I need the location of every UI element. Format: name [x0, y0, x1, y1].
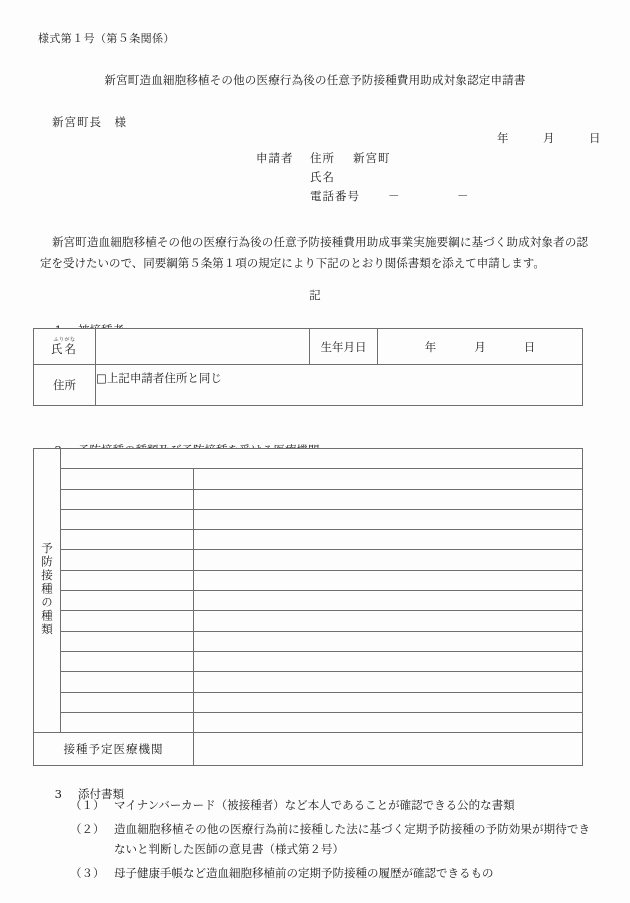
birth-month-label: 月: [474, 339, 486, 354]
table-row: [34, 591, 583, 611]
recipient-address-label: 住所: [34, 365, 96, 406]
attachment-marker: （２）: [70, 822, 105, 836]
birth-day-label: 日: [523, 339, 536, 354]
vaccine-detail-field[interactable]: [194, 570, 583, 590]
attachment-text: マイナンバーカード（被接種者）など本人であることが確認できる公的な書類: [114, 798, 515, 812]
vaccine-name-field[interactable]: [61, 469, 194, 489]
birth-year-label: 年: [424, 339, 437, 354]
applicant-address-value[interactable]: 新宮町: [353, 151, 391, 165]
vaccine-name-field[interactable]: [61, 651, 194, 671]
furigana-ruby: ふりがな: [53, 336, 76, 343]
body-paragraph: 新宮町造血細胞移植その他の医療行為後の任意予防接種費用助成事業実施要綱に基づく助成対象者の認定を受けたいので、同要綱第５条第１項の規定により下記のとおり関係書類を添えて申請します。: [40, 235, 588, 270]
attachment-list: [70, 795, 590, 887]
vaccine-detail-field[interactable]: [194, 712, 583, 732]
section-3-label: 添付書類: [77, 786, 124, 801]
vaccine-name-field[interactable]: [61, 570, 194, 590]
vaccine-detail-field[interactable]: [194, 530, 583, 550]
table-row: [34, 712, 583, 732]
vaccine-name-field[interactable]: [61, 530, 194, 550]
table-row: [34, 651, 583, 671]
applicant-phone-label: 電話番号: [310, 189, 360, 203]
table-row: [34, 329, 583, 365]
facility-label: 接種予定医療機関: [34, 733, 194, 766]
vaccine-detail-field[interactable]: [194, 692, 583, 712]
table-row: [34, 631, 583, 651]
vaccine-name-field[interactable]: [61, 509, 194, 529]
table-row: [34, 489, 583, 509]
attachment-marker: （１）: [70, 798, 105, 812]
addressee: 新宮町長 様: [52, 115, 127, 129]
vaccine-detail-field[interactable]: [194, 651, 583, 671]
ki-marker: 記: [309, 288, 321, 302]
vaccine-name-field[interactable]: [61, 591, 194, 611]
attachment-text: 母子健康手帳など造血細胞移植前の定期予防接種の履歴が確認できるもの: [114, 866, 494, 880]
same-address-checkbox[interactable]: □上記申請者住所と同じ: [96, 371, 222, 385]
recipient-name-label-cell: [34, 329, 96, 365]
list-item: [70, 819, 590, 859]
table-row: [34, 365, 583, 406]
vaccine-table: [33, 448, 583, 766]
vaccine-type-vertical-label: [34, 449, 61, 733]
list-item: [70, 795, 590, 815]
vaccine-detail-field[interactable]: [194, 469, 583, 489]
vaccine-detail-field[interactable]: [194, 631, 583, 651]
vaccine-name-field[interactable]: [61, 672, 194, 692]
table-row: [34, 611, 583, 631]
submission-date-line: 年 月 日: [497, 131, 601, 145]
list-item: [70, 863, 590, 883]
table-row: [34, 672, 583, 692]
vaccine-name-field[interactable]: [61, 692, 194, 712]
table-row: [34, 530, 583, 550]
applicant-phone-field[interactable]: － －: [388, 189, 469, 203]
attachment-marker: （３）: [70, 866, 105, 880]
form-code: 様式第１号（第５条関係）: [38, 32, 175, 45]
facility-field[interactable]: [194, 733, 583, 766]
recipient-birth-field[interactable]: [378, 329, 583, 365]
recipient-table: [33, 328, 583, 406]
vaccine-detail-field[interactable]: [194, 489, 583, 509]
recipient-address-field[interactable]: [96, 365, 583, 406]
vaccine-detail-field[interactable]: [194, 672, 583, 692]
recipient-name-field[interactable]: [96, 329, 310, 365]
vaccine-detail-field[interactable]: [194, 591, 583, 611]
table-row: [34, 509, 583, 529]
vaccine-name-field[interactable]: [61, 712, 194, 732]
vaccine-name-field[interactable]: [61, 611, 194, 631]
vaccine-type-vertical-label-text: 予防接種の種類: [40, 541, 55, 637]
table-row: [34, 550, 583, 570]
vaccine-detail-field[interactable]: [194, 550, 583, 570]
applicant-address-label: 住所: [310, 151, 335, 165]
table-row: [34, 469, 583, 489]
page-title: 新宮町造血細胞移植その他の医療行為後の任意予防接種費用助成対象認定申請書: [104, 73, 526, 87]
attachment-text: 造血細胞移植その他の医療行為前に接種した法に基づく定期予防接種の予防効果が期待できないと判断した医師の意見書（様式第２号）: [114, 822, 590, 856]
table-row: [34, 692, 583, 712]
vaccine-name-field[interactable]: [61, 550, 194, 570]
recipient-birth-label: 生年月日: [310, 329, 378, 365]
table-row: [34, 733, 583, 766]
recipient-name-label: 氏名: [51, 341, 78, 356]
applicant-label: 申請者: [256, 151, 294, 165]
table-row: [34, 449, 583, 469]
table-row: [34, 570, 583, 590]
applicant-name-label: 氏名: [310, 170, 335, 184]
section-3-number: 3: [54, 786, 62, 801]
vaccine-header-field[interactable]: [61, 449, 583, 469]
vaccine-detail-field[interactable]: [194, 509, 583, 529]
vaccine-name-field[interactable]: [61, 631, 194, 651]
vaccine-detail-field[interactable]: [194, 611, 583, 631]
vaccine-name-field[interactable]: [61, 489, 194, 509]
